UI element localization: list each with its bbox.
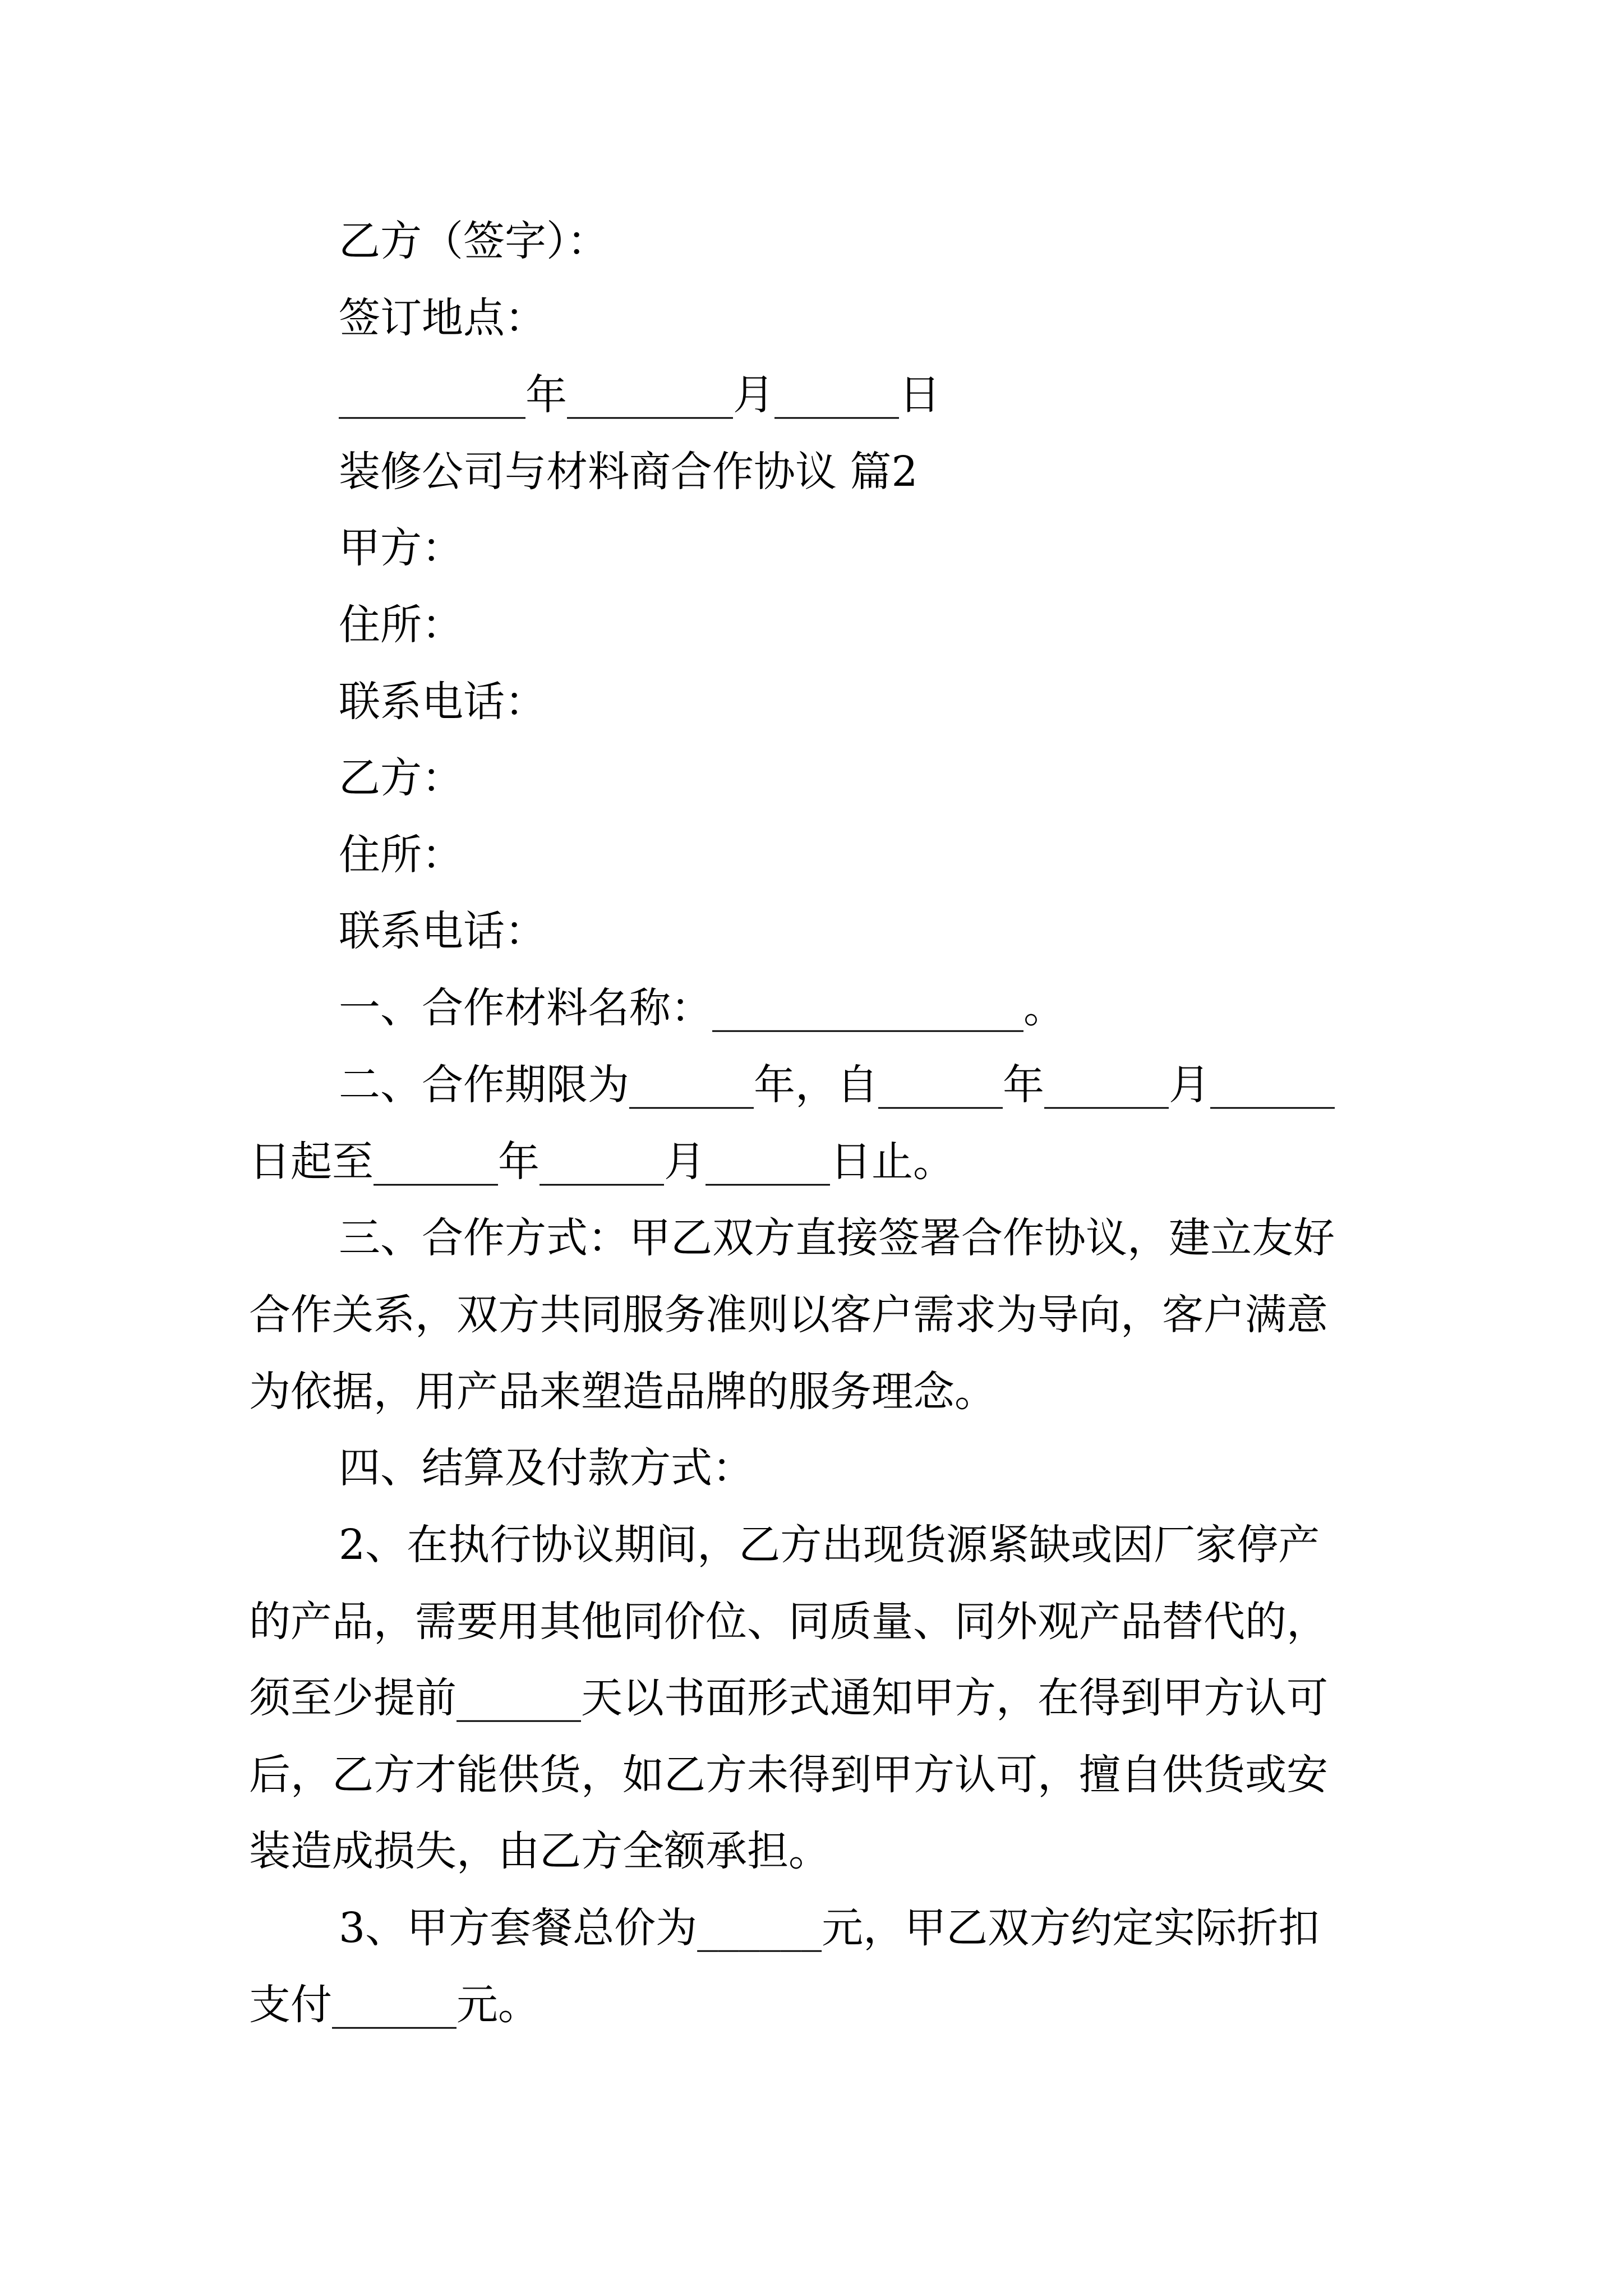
clause-2-line-1: 二、合作期限为______年，自______年______月______: [339, 1061, 1335, 1109]
item-3-line-2: 支付______元。: [249, 1981, 540, 2029]
item-2-line-1: 2、在执行协议期间，乙方出现货源紧缺或因厂家停产: [339, 1521, 1320, 1569]
clause-1-line: 一、合作材料名称：_______________。: [339, 984, 1065, 1032]
party-a-line: 甲方：: [339, 524, 463, 572]
section-title: 装修公司与材料商合作协议 篇2: [339, 448, 918, 496]
party-b-phone-line: 联系电话：: [339, 907, 546, 955]
item-2-line-2: 的产品，需要用其他同价位、同质量、同外观产品替代的，: [249, 1598, 1328, 1646]
signing-place-line: 签订地点：: [339, 294, 546, 342]
item-2-line-4: 后，乙方才能供货，如乙方未得到甲方认可，擅自供货或安: [249, 1751, 1328, 1799]
clause-3-line-2: 合作关系，双方共同服务准则以客户需求为导向，客户满意: [249, 1291, 1328, 1339]
party-b-line: 乙方：: [339, 754, 463, 802]
clause-3-line-1: 三、合作方式：甲乙双方直接签署合作协议，建立友好: [339, 1214, 1335, 1262]
clause-2-line-2: 日起至______年______月______日止。: [249, 1138, 955, 1186]
party-a-address-line: 住所：: [339, 601, 463, 649]
clause-3-line-3: 为依据，用产品来塑造品牌的服务理念。: [249, 1368, 996, 1416]
clause-4-heading: 四、结算及付款方式：: [339, 1444, 754, 1492]
party-a-phone-line: 联系电话：: [339, 678, 546, 726]
date-line: _________年________月______日: [339, 371, 940, 419]
item-3-line-1: 3、甲方套餐总价为______元，甲乙双方约定实际折扣: [339, 1904, 1320, 1952]
party-b-signature-line: 乙方（签字）：: [339, 217, 608, 265]
party-b-address-line: 住所：: [339, 831, 463, 879]
item-2-line-5: 装造成损失，由乙方全额承担。: [249, 1827, 830, 1875]
item-2-line-3: 须至少提前______天以书面形式通知甲方，在得到甲方认可: [249, 1674, 1328, 1722]
